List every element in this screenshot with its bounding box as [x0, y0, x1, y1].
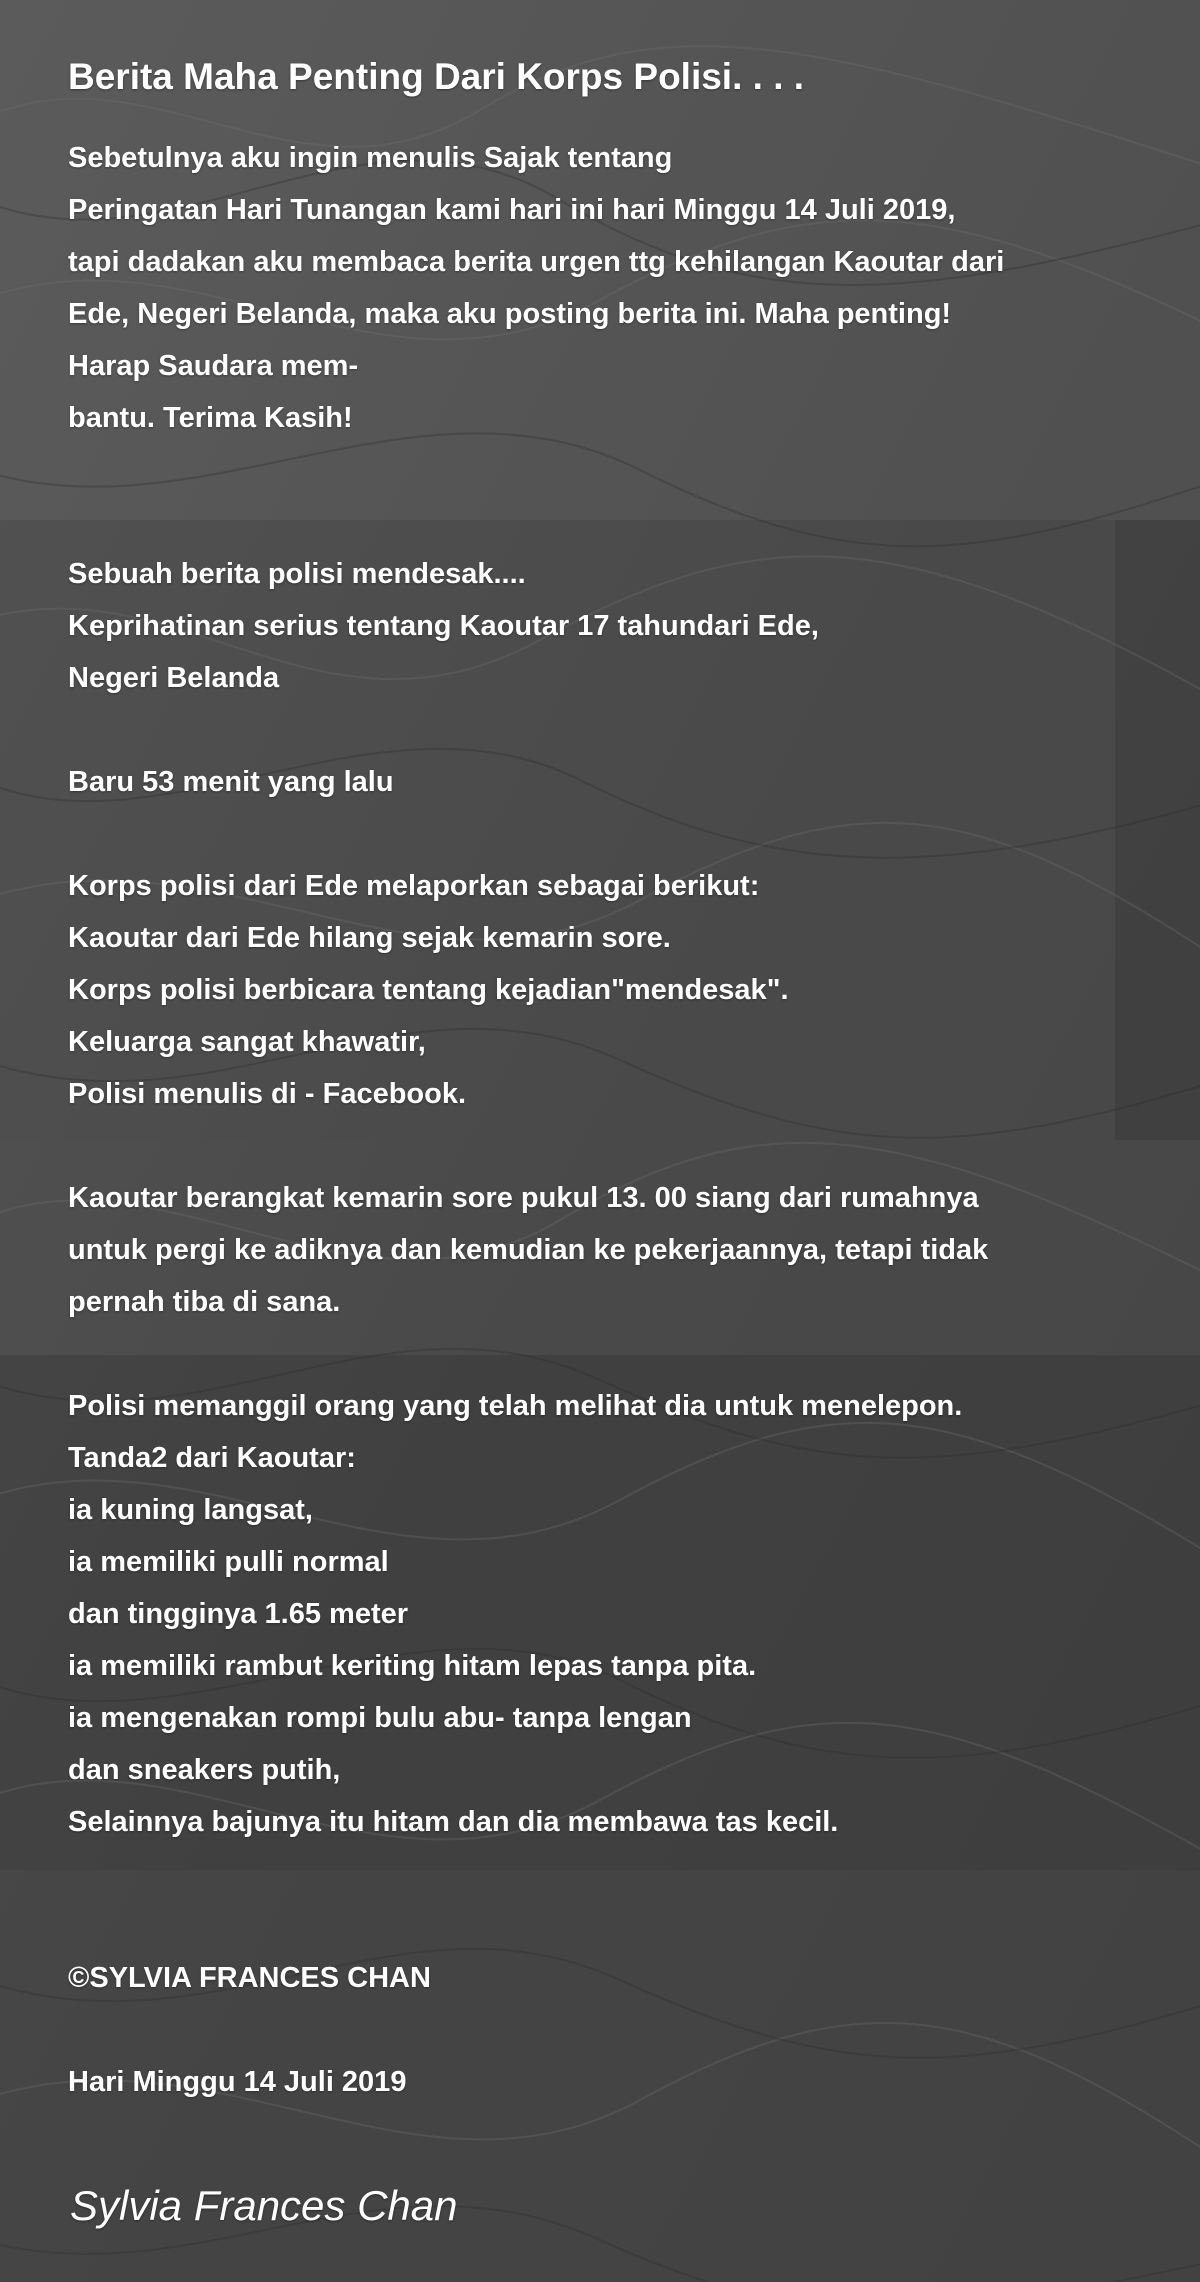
copyright-line: ©SYLVIA FRANCES CHAN	[68, 1962, 431, 1994]
stanza-gap	[68, 2004, 1148, 2056]
poem-line: ia memiliki rambut keriting hitam lepas tanpa pita.	[68, 1650, 757, 1682]
stanza-gap	[68, 496, 1148, 548]
stanza	[68, 1172, 1148, 1328]
poem-line: Kaoutar berangkat kemarin sore pukul 13. 00 siang dari rumahnya	[68, 1182, 979, 1214]
poem-line: Keprihatinan serius tentang Kaoutar 17 tahundari Ede,	[68, 610, 819, 642]
poem-line: Korps polisi dari Ede melaporkan sebagai berikut:	[68, 870, 760, 902]
stanza	[68, 860, 1148, 1120]
poem-line: ia kuning langsat,	[68, 1494, 313, 1526]
author-signature: Sylvia Frances Chan	[70, 2182, 458, 2229]
poem-title: Berita Maha Penting Dari Korps Polisi. . . .	[68, 56, 805, 97]
poem-line: Korps polisi berbicara tentang kejadian"mendesak".	[68, 974, 789, 1006]
poem-line: dan tingginya 1.65 meter	[68, 1598, 409, 1630]
poem-line: ia memiliki pulli normal	[68, 1546, 389, 1578]
poem-line: untuk pergi ke adiknya dan kemudian ke pekerjaannya, tetapi tidak	[68, 1234, 989, 1266]
stanza-gap	[68, 808, 1148, 860]
poem-line: Ede, Negeri Belanda, maka aku posting berita ini. Maha penting!	[68, 298, 952, 330]
stanza	[68, 548, 1148, 704]
poem-line: Sebuah berita polisi mendesak....	[68, 558, 526, 590]
stanza	[68, 132, 1148, 444]
poem-line: tapi dadakan aku membaca berita urgen ttg kehilangan Kaoutar dari	[68, 246, 1005, 278]
poem-line: Kaoutar dari Ede hilang sejak kemarin sore.	[68, 922, 671, 954]
stanza	[68, 1380, 1148, 1848]
stanza-gap	[68, 1900, 1148, 1952]
stanza-gap	[68, 704, 1148, 756]
stanza-gap	[68, 1848, 1148, 1900]
poem-line: ia mengenakan rompi bulu abu- tanpa lengan	[68, 1702, 692, 1734]
poem-line: Baru 53 menit yang lalu	[68, 766, 394, 798]
poem-line: Sebetulnya aku ingin menulis Sajak tentang	[68, 142, 673, 174]
date-line: Hari Minggu 14 Juli 2019	[68, 2066, 407, 2098]
poem-line: dan sneakers putih,	[68, 1754, 341, 1786]
poem-container	[68, 52, 1148, 2108]
stanza-gap	[68, 1328, 1148, 1380]
poem-line: Peringatan Hari Tunangan kami hari ini hari Minggu 14 Juli 2019,	[68, 194, 956, 226]
stanza	[68, 756, 1148, 808]
poem-line: Tanda2 dari Kaoutar:	[68, 1442, 356, 1474]
poem-line: Polisi menulis di - Facebook.	[68, 1078, 467, 1110]
poem-line: pernah tiba di sana.	[68, 1286, 341, 1318]
poem-line: Polisi memanggil orang yang telah melihat dia untuk menelepon.	[68, 1390, 963, 1422]
poem-line: Harap Saudara mem-	[68, 350, 359, 382]
poem-line: Keluarga sangat khawatir,	[68, 1026, 426, 1058]
poem-line: bantu. Terima Kasih!	[68, 402, 353, 434]
stanza-gap	[68, 1120, 1148, 1172]
stanza-gap	[68, 444, 1148, 496]
poem-line: Selainnya bajunya itu hitam dan dia membawa tas kecil.	[68, 1806, 839, 1838]
poem-line: Negeri Belanda	[68, 662, 280, 694]
